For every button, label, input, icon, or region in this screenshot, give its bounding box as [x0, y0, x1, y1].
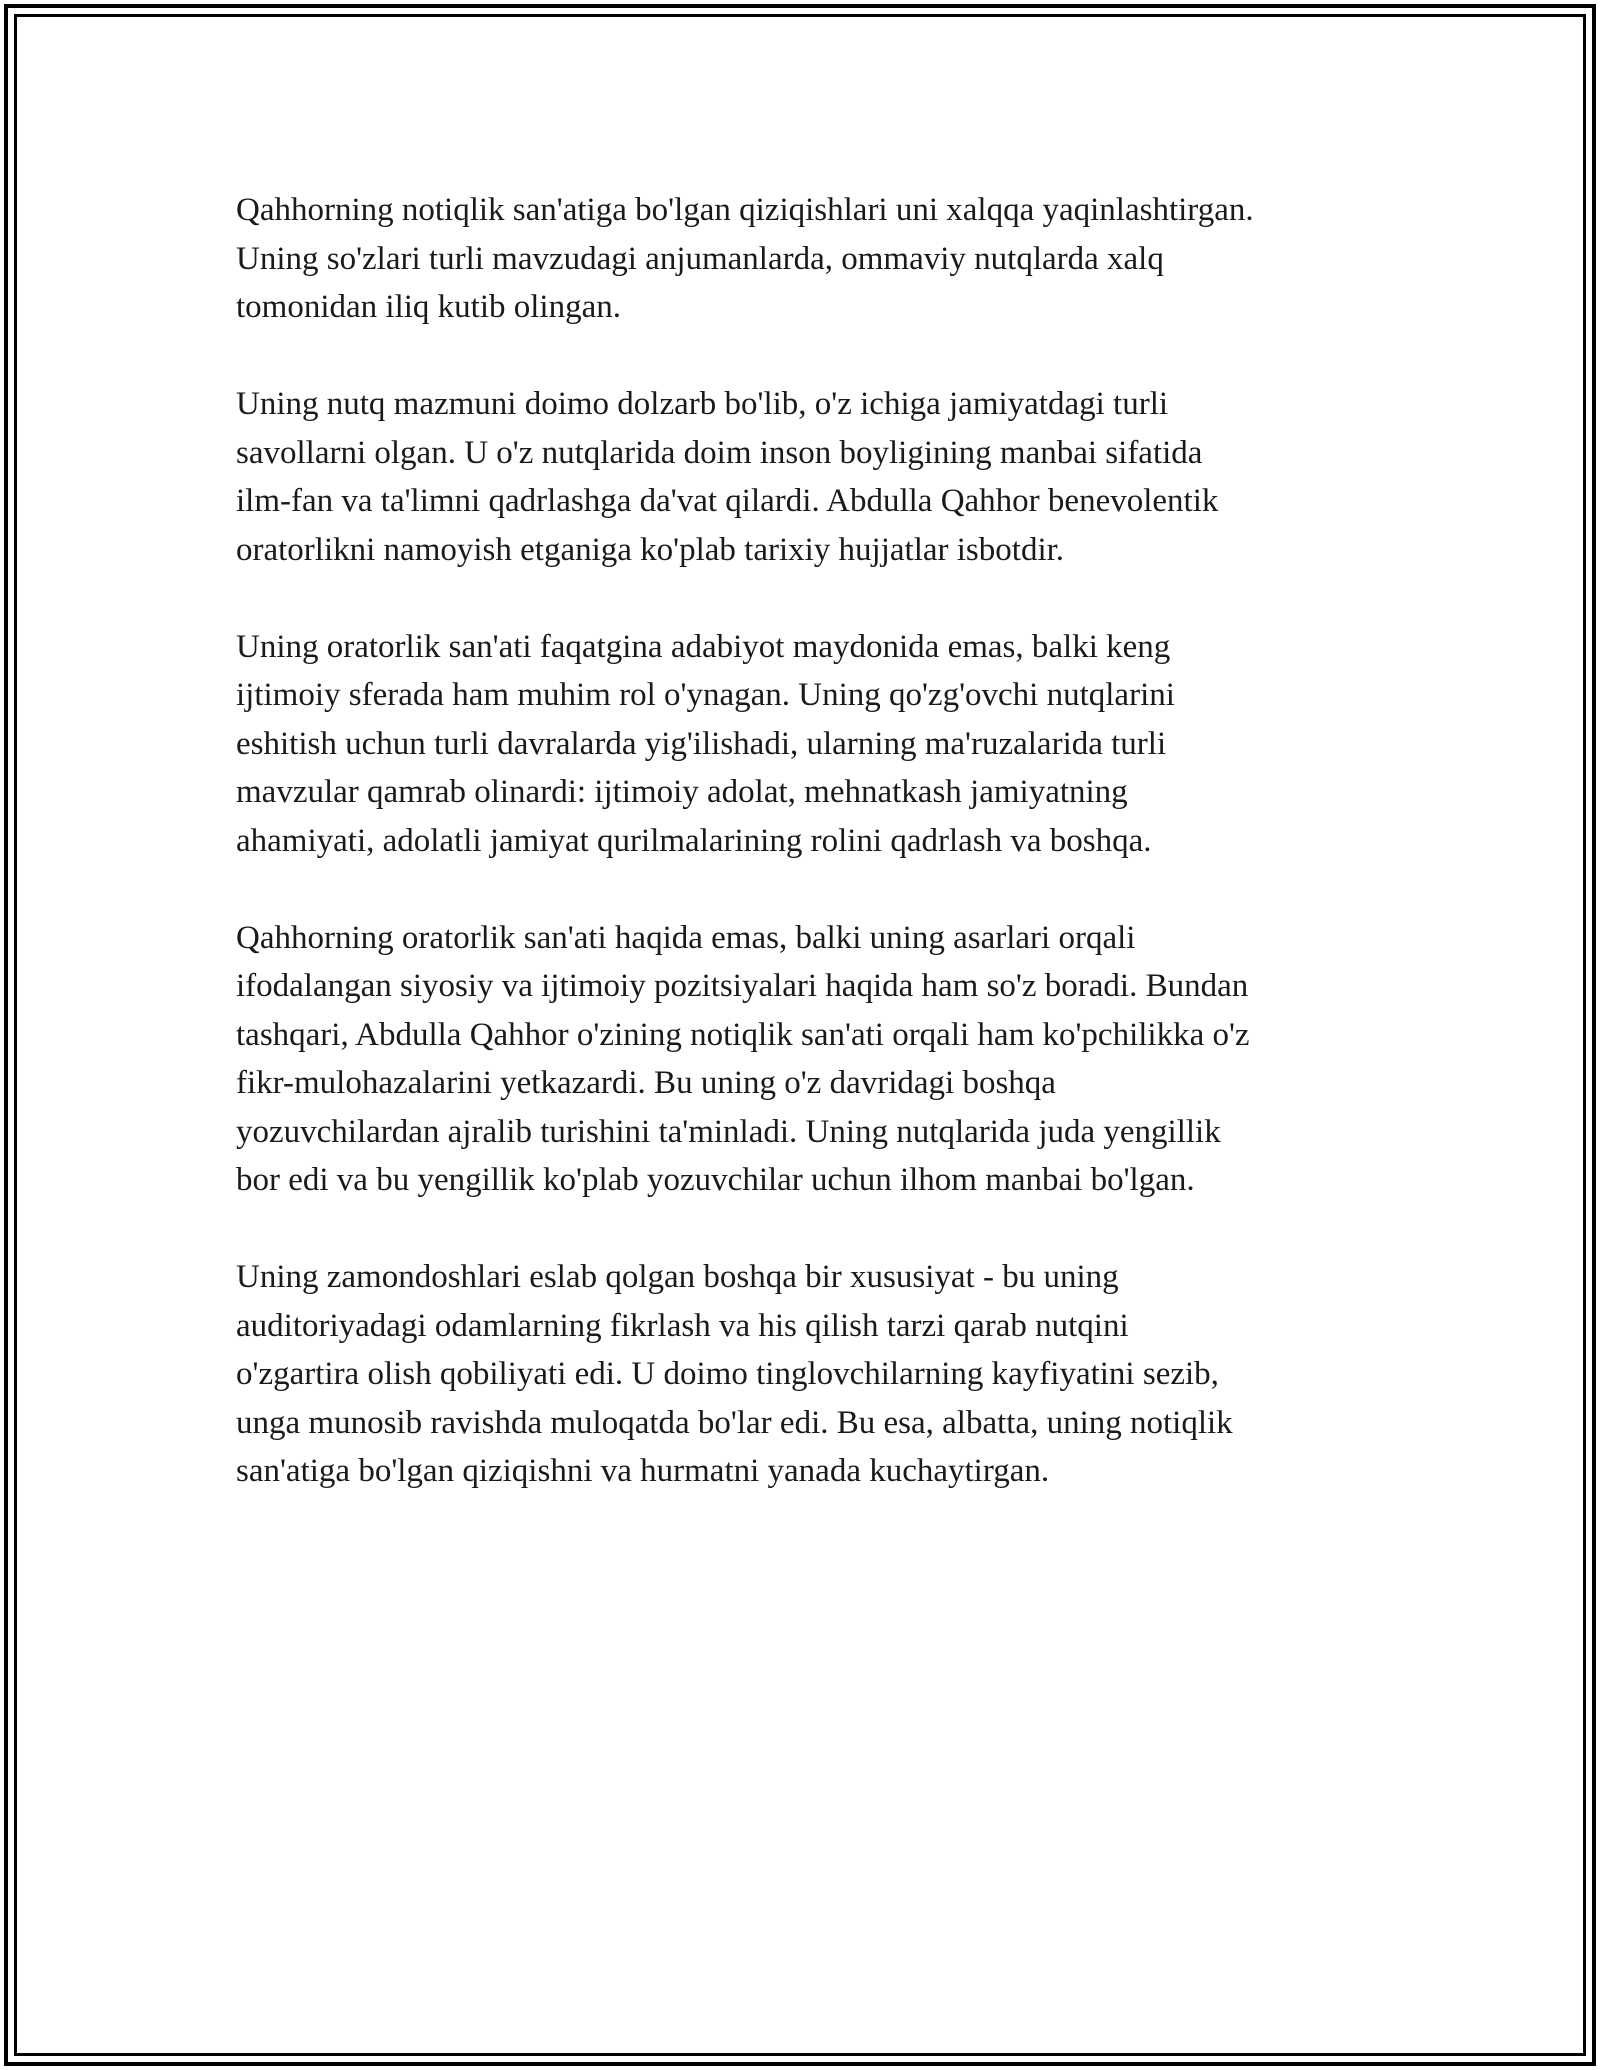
text-line: bor edi va bu yengillik ko'plab yozuvchilar uchun ilhom manbai bo'lgan.	[236, 1162, 1195, 1198]
text-line: o'zgartira olish qobiliyati edi. U doimo tinglovchilarning kayfiyatini sezib,	[236, 1356, 1219, 1392]
text-line: ijtimoiy sferada ham muhim rol o'ynagan. Uning qo'zg'ovchi nutqlarini	[236, 677, 1175, 713]
text-line: Uning nutq mazmuni doimo dolzarb bo'lib, o'z ichiga jamiyatdagi turli	[236, 386, 1169, 422]
paragraph-1	[236, 186, 1396, 332]
text-line: san'atiga bo'lgan qiziqishni va hurmatni yanada kuchaytirgan.	[236, 1453, 1050, 1489]
text-line: eshitish uchun turli davralarda yig'ilishadi, ularning ma'ruzalarida turli	[236, 725, 1167, 762]
text-line: tashqari, Abdulla Qahhor o'zining notiqlik san'ati orqali ham ko'pchilikka o'z	[236, 1016, 1250, 1053]
text-line: auditoriyadagi odamlarning fikrlash va his qilish tarzi qarab nutqini	[236, 1307, 1129, 1344]
paragraph-3	[236, 623, 1396, 866]
text-line: Uning oratorlik san'ati faqatgina adabiyot maydonida emas, balki keng	[236, 628, 1171, 665]
text-line: mavzular qamrab olinardi: ijtimoiy adolat, mehnatkash jamiyatning	[236, 774, 1128, 810]
text-line: ilm-fan va ta'limni qadrlashga da'vat qilardi. Abdulla Qahhor benevolentik	[236, 483, 1219, 519]
text-line: Qahhorning oratorlik san'ati haqida emas, balki uning asarlari orqali	[236, 919, 1136, 956]
text-line: fikr-mulohazalarini yetkazardi. Bu uning o'z davridagi boshqa	[236, 1065, 1056, 1101]
text-line: Qahhorning notiqlik san'atiga bo'lgan qiziqishlari uni xalqqa yaqinlashtirgan.	[236, 192, 1254, 228]
text-line: ifodalangan siyosiy va ijtimoiy pozitsiyalari haqida ham so'z boradi. Bundan	[236, 968, 1249, 1004]
paragraph-4	[236, 914, 1396, 1205]
document-body	[236, 186, 1396, 1544]
text-line: tomonidan iliq kutib olingan.	[236, 289, 621, 325]
text-line: Uning zamondoshlari eslab qolgan boshqa bir xususiyat - bu uning	[236, 1259, 1119, 1295]
paragraph-5	[236, 1253, 1396, 1496]
text-line: Uning so'zlari turli mavzudagi anjumanlarda, ommaviy nutqlarda xalq	[236, 240, 1164, 277]
text-line: yozuvchilardan ajralib turishini ta'minladi. Uning nutqlarida juda yengillik	[236, 1113, 1221, 1150]
paragraph-2	[236, 380, 1396, 574]
text-line: oratorlikni namoyish etganiga ko'plab tarixiy hujjatlar isbotdir.	[236, 531, 1065, 568]
text-line: unga munosib ravishda muloqatda bo'lar edi. Bu esa, albatta, uning notiqlik	[236, 1404, 1233, 1441]
text-line: savollarni olgan. U o'z nutqlarida doim inson boyligining manbai sifatida	[236, 434, 1203, 471]
text-line: ahamiyati, adolatli jamiyat qurilmalarining rolini qadrlash va boshqa.	[236, 822, 1152, 859]
